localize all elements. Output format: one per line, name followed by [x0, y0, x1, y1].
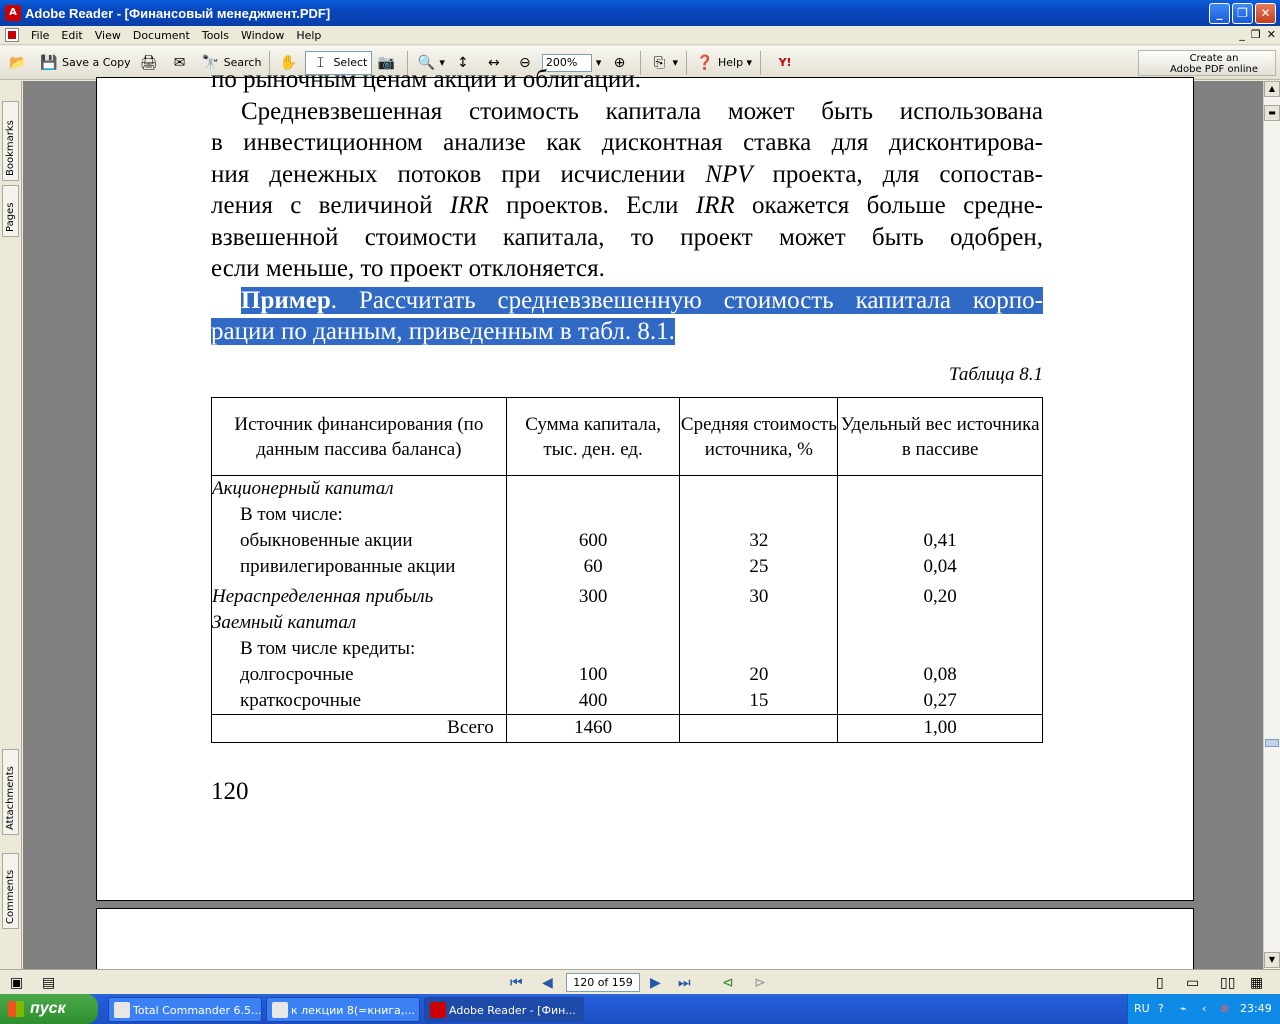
- rotate-pages-icon: ⎘: [653, 54, 666, 71]
- document-icon[interactable]: [5, 28, 19, 42]
- row-label: привилегированные акции: [212, 554, 507, 580]
- row-sum: 300: [506, 580, 680, 610]
- total-label: Всего: [212, 715, 507, 743]
- task-adobe-reader[interactable]: [424, 997, 584, 1022]
- maximize-button[interactable]: ❐: [1232, 3, 1253, 24]
- go-back-button[interactable]: ⊲: [722, 975, 734, 991]
- row-cost: 30: [680, 580, 838, 610]
- continuous-icon[interactable]: ▭: [1186, 975, 1200, 991]
- create-pdf-line2: Adobe PDF online: [1170, 64, 1258, 75]
- close-button[interactable]: ✕: [1255, 3, 1276, 24]
- page-number-input[interactable]: 120 of 159: [566, 973, 640, 992]
- menu-edit[interactable]: Edit: [61, 28, 83, 42]
- row-weight: 0,04: [838, 554, 1043, 580]
- row-sum: 400: [506, 688, 680, 715]
- network-tray-icon[interactable]: ⌁: [1180, 1002, 1187, 1015]
- table-row: [212, 580, 1043, 610]
- selected-text-line[interactable]: [211, 316, 1043, 348]
- table-header: Средняя стоимость источника, %: [680, 398, 838, 476]
- clock: 23:49: [1240, 1002, 1272, 1015]
- tab-pages-label: Pages: [5, 202, 16, 232]
- start-button[interactable]: пуск: [0, 994, 98, 1024]
- navigation-pane: [0, 81, 22, 969]
- text-line[interactable]: [211, 190, 1043, 222]
- row-sum: [506, 610, 680, 636]
- help-label: Help: [717, 56, 744, 69]
- menu-bar: [0, 26, 1280, 45]
- task-label: Total Commander 6.5...: [133, 1004, 262, 1017]
- tab-bookmarks-label: Bookmarks: [5, 120, 16, 176]
- row-label: Акционерный капитал: [212, 476, 507, 503]
- help-button[interactable]: ❓ Help ▾: [696, 54, 753, 71]
- task-word-document[interactable]: [266, 997, 420, 1022]
- doc-close-button[interactable]: ✕: [1266, 28, 1276, 41]
- row-cost: 20: [680, 662, 838, 688]
- single-page-icon[interactable]: ▯: [1156, 975, 1164, 991]
- row-sum: 100: [506, 662, 680, 688]
- create-pdf-online-button[interactable]: [1138, 50, 1276, 76]
- row-cost: 25: [680, 554, 838, 580]
- save-copy-label: Save a Copy: [62, 56, 131, 69]
- row-weight: 0,41: [838, 528, 1043, 554]
- row-cost: [680, 502, 838, 528]
- zoom-tool-button[interactable]: 🔍 ▾: [417, 54, 445, 71]
- fit-height-icon: ↕: [457, 54, 469, 71]
- scroll-up-button[interactable]: ▲: [1264, 81, 1280, 97]
- minus-circle-icon: ⊖: [519, 54, 531, 71]
- row-cost: [680, 636, 838, 662]
- text-line[interactable]: [211, 159, 1043, 191]
- row-weight: [838, 502, 1043, 528]
- hand-icon: ✋: [279, 54, 298, 71]
- rotate-button[interactable]: ⎘ ▾: [645, 50, 682, 76]
- binoculars-icon: 🔭: [201, 54, 220, 71]
- word-icon: [272, 1002, 288, 1018]
- row-weight: [838, 476, 1043, 503]
- pane-toggle-icon[interactable]: ▣: [10, 975, 24, 991]
- scroll-thumb[interactable]: [1265, 739, 1279, 747]
- chevron-down-icon: ▾: [595, 56, 602, 69]
- row-label: В том числе кредиты:: [212, 636, 507, 662]
- text-line[interactable]: если меньше, то проект отклоняется.: [211, 255, 605, 282]
- facing-icon[interactable]: ▯▯: [1220, 975, 1236, 991]
- row-sum: 60: [506, 554, 680, 580]
- text-line[interactable]: по рыночным ценам акции и облигации.: [211, 66, 641, 93]
- npv-term: NPV: [705, 160, 753, 188]
- text-span: ния денежных потоков при исчислении: [211, 160, 706, 188]
- irr-term: IRR: [695, 192, 735, 219]
- total-sum: 1460: [506, 715, 680, 743]
- task-label: к лекции 8(=книга,...: [291, 1004, 415, 1017]
- email-button[interactable]: [166, 50, 197, 76]
- zoom-input[interactable]: 200%: [542, 54, 592, 72]
- menu-view[interactable]: View: [94, 28, 121, 42]
- row-sum: [506, 502, 680, 528]
- table-row: [212, 688, 1043, 715]
- help-tray-icon[interactable]: ?: [1158, 1002, 1164, 1015]
- text-span: проекта, для сопостав-: [752, 160, 1043, 188]
- table-header: Сумма капитала, тыс. ден. ед.: [506, 398, 680, 476]
- row-label: Заемный капитал: [212, 610, 507, 636]
- text-line[interactable]: взвешенной стоимости капитала, то проект может быть одобрен,: [211, 223, 1043, 251]
- menu-help[interactable]: Help: [296, 28, 322, 42]
- row-label: Нераспределенная прибыль: [212, 580, 507, 610]
- next-page-button[interactable]: ▶: [650, 975, 661, 991]
- row-label: обыкновенные акции: [212, 528, 507, 554]
- row-cost: 15: [680, 688, 838, 715]
- tab-comments[interactable]: [2, 853, 19, 929]
- total-weight: 1,00: [838, 715, 1043, 743]
- table-row: [212, 636, 1043, 662]
- scroll-down-button[interactable]: ▼: [1264, 952, 1280, 968]
- yahoo-logo-icon: Y!: [778, 55, 792, 69]
- page-size-icon[interactable]: ▤: [42, 975, 56, 991]
- row-label: краткосрочные: [212, 688, 507, 715]
- doc-minimize-button[interactable]: _: [1239, 28, 1245, 41]
- total-cost: [680, 715, 838, 743]
- minimize-button[interactable]: _: [1209, 3, 1230, 24]
- folder-open-icon: 📂: [9, 54, 27, 71]
- row-cost: 32: [680, 528, 838, 554]
- previous-page-button[interactable]: ◀: [542, 975, 553, 991]
- selected-text-line[interactable]: [211, 285, 1043, 317]
- row-weight: [838, 636, 1043, 662]
- table-row: [212, 662, 1043, 688]
- first-page-button[interactable]: ⏮: [510, 975, 523, 991]
- language-indicator[interactable]: RU: [1134, 1002, 1150, 1015]
- camera-icon: 📷: [377, 54, 396, 71]
- text-line[interactable]: Средневзвешенная стоимость капитала может быть использована: [241, 97, 1043, 125]
- menu-window[interactable]: Window: [240, 28, 285, 42]
- row-sum: [506, 476, 680, 503]
- row-sum: 600: [506, 528, 680, 554]
- save-copy-button[interactable]: [35, 50, 135, 76]
- select-label: Select: [333, 56, 368, 69]
- table-row: [212, 610, 1043, 636]
- print-button[interactable]: [135, 50, 166, 76]
- adobe-reader-icon: A: [5, 5, 21, 21]
- system-tray: [1127, 994, 1280, 1024]
- page-text[interactable]: [211, 64, 1043, 348]
- text-line[interactable]: в инвестиционном анализе как дисконтная ставка для дисконтирова-: [211, 129, 1043, 156]
- menu-document[interactable]: Document: [132, 28, 190, 42]
- tab-attachments-label: Attachments: [5, 766, 16, 830]
- capital-table: [211, 397, 1043, 743]
- row-sum: [506, 636, 680, 662]
- email-globe-icon: ✉: [173, 54, 186, 71]
- split-view-button[interactable]: ▬: [1264, 105, 1280, 121]
- menu-file[interactable]: File: [31, 28, 50, 42]
- example-bold: Пример: [241, 286, 331, 314]
- row-label: долгосрочные: [212, 662, 507, 688]
- help-icon: ❓: [696, 54, 714, 71]
- go-forward-button[interactable]: ⊳: [754, 975, 766, 991]
- title-bar: [0, 0, 1280, 26]
- tab-bookmarks[interactable]: [2, 101, 19, 181]
- vertical-scrollbar[interactable]: [1263, 81, 1280, 969]
- page-number: 120: [211, 778, 249, 805]
- taskbar: [0, 994, 1280, 1024]
- table-row: [212, 554, 1043, 580]
- table-row: [212, 528, 1043, 554]
- magnifier-icon: 🔍: [417, 54, 436, 71]
- search-label: Search: [223, 56, 262, 69]
- doc-restore-button[interactable]: ❐: [1250, 28, 1261, 41]
- table-row: [212, 476, 1043, 503]
- open-button[interactable]: [4, 50, 35, 76]
- printer-icon: 🖨: [139, 54, 158, 71]
- table-row: [212, 502, 1043, 528]
- plus-circle-icon: ⊕: [613, 54, 626, 71]
- adobe-reader-icon: [430, 1002, 446, 1018]
- continuous-facing-icon[interactable]: ▦: [1250, 975, 1264, 991]
- selection-highlight[interactable]: [241, 287, 1043, 314]
- status-bar: [0, 969, 1280, 994]
- text-cursor-icon: 𝙸: [315, 54, 326, 71]
- tab-pages[interactable]: [2, 185, 19, 237]
- fit-width-icon: ↔: [488, 54, 500, 71]
- row-weight: 0,20: [838, 580, 1043, 610]
- row-weight: [838, 610, 1043, 636]
- irr-term: IRR: [449, 192, 489, 219]
- tab-comments-label: Comments: [5, 869, 16, 924]
- row-cost: [680, 610, 838, 636]
- text-span: ления с величиной: [211, 192, 450, 219]
- menu-tools[interactable]: Tools: [201, 28, 229, 42]
- floppy-icon: 💾: [40, 54, 58, 71]
- row-label: В том числе:: [212, 502, 507, 528]
- pdf-page[interactable]: [96, 66, 1194, 901]
- task-label: Adobe Reader - [Фин...: [449, 1004, 576, 1017]
- row-weight: 0,27: [838, 688, 1043, 715]
- table-total-row: [212, 715, 1043, 743]
- table-header: Удельный вес источника в пассиве: [838, 398, 1043, 476]
- tab-attachments[interactable]: [2, 749, 19, 835]
- table-header: Источник финансирования (по данным пассива баланса): [212, 398, 507, 476]
- task-total-commander[interactable]: [108, 997, 262, 1022]
- row-cost: [680, 476, 838, 503]
- create-pdf-line1: Create an: [1189, 53, 1239, 64]
- text-span: проектов. Если: [488, 192, 696, 219]
- table-body: [212, 476, 1043, 715]
- security-alert-icon[interactable]: ⊗: [1220, 1002, 1230, 1015]
- total-commander-icon: [114, 1002, 130, 1018]
- selection-highlight[interactable]: рации по данным, приведенным в табл. 8.1.: [211, 318, 675, 345]
- last-page-button[interactable]: ⏭: [678, 975, 691, 991]
- text-span: окажется больше средне-: [734, 192, 1043, 219]
- window-title: Adobe Reader - [Финансовый менеджмент.PDF]: [25, 5, 331, 21]
- text-span: . Рассчитать средневзвешенную стоимость капитала корпо-: [330, 286, 1043, 314]
- table-caption: Таблица 8.1: [949, 364, 1043, 385]
- expand-tray-icon[interactable]: ‹: [1202, 1002, 1207, 1015]
- row-weight: 0,08: [838, 662, 1043, 688]
